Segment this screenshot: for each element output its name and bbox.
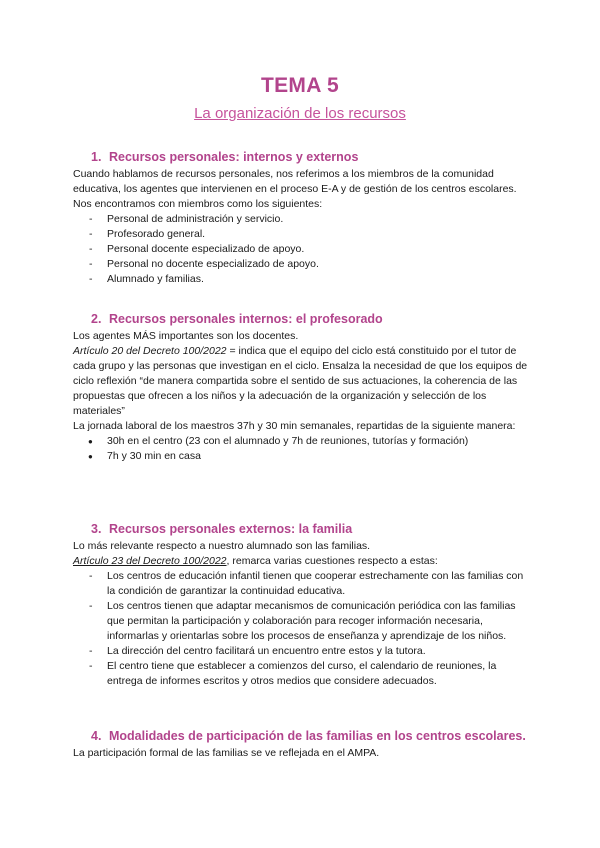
list-item: - Los centros tienen que adaptar mecanismos de comunicación periódica con las familias que permitan la participación y colaboración para recoger información necesaria, informarlas y orientarlas sobre los procesos de enseñanza y aprendizaje de los niños.	[73, 599, 528, 644]
list-item: - La dirección del centro facilitará un encuentro entre estos y la tutora.	[73, 644, 528, 659]
list-item: - Personal no docente especializado de apoyo.	[73, 257, 528, 272]
section-3-heading: 3. Recursos personales externos: la familia	[91, 522, 353, 536]
section-1-intro: Cuando hablamos de recursos personales, nos referimos a los miembros de la comunidad educativa, los agentes que intervienen en el proceso E-A y de gestión de los centros escolares. Nos encontramos con miembros como los siguientes:	[73, 168, 517, 210]
section-2	[73, 311, 528, 464]
section-3	[73, 521, 528, 689]
list-item: - Personal docente especializado de apoyo.	[73, 242, 528, 257]
section-4	[73, 728, 528, 761]
section-4-p1: La participación formal de las familias se ve reflejada en el AMPA.	[73, 747, 380, 759]
section-2-heading: 2. Recursos personales internos: el profesorado	[91, 312, 383, 326]
decree-reference: Artículo 23 del Decreto 100/2022	[73, 555, 227, 567]
page-title: TEMA 5	[260, 74, 340, 97]
section-1-list	[73, 212, 528, 287]
section-2-p1: Los agentes MÁS importantes son los docentes.	[73, 330, 299, 342]
list-item: - Los centros de educación infantil tienen que cooperar estrechamente con las familias con la condición de garantizar la continuidad educativa.	[73, 569, 528, 599]
list-item: - Personal de administración y servicio.	[73, 212, 528, 227]
section-2-list	[73, 434, 528, 464]
list-item: ● 7h y 30 min en casa	[73, 449, 528, 464]
section-3-list	[73, 569, 528, 689]
list-item: - Profesorado general.	[73, 227, 528, 242]
page-subtitle: La organización de los recursos	[194, 105, 406, 122]
section-1	[73, 149, 528, 287]
section-3-p2: Artículo 23 del Decreto 100/2022, remarca varias cuestiones respecto a estas:	[73, 555, 438, 567]
section-3-p1: Lo más relevante respecto a nuestro alumnado son las familias.	[73, 540, 371, 552]
section-2-p2: Artículo 20 del Decreto 100/2022 = indica que el equipo del ciclo está constituido por el tutor de cada grupo y las personas que investigan en el ciclo. Ensalza la necesidad de que los equipos de ciclo reflexión “de manera compartida sobre el sentido de sus actuaciones, la coherencia de las propuestas que ofrecen a los niños y la adecuación de la organización y selección de los materiales”	[73, 345, 528, 417]
list-item: - El centro tiene que establecer a comienzos del curso, el calendario de reuniones, la entrega de informes escritos y otros medios que considere adecuados.	[73, 659, 528, 689]
section-4-heading: 4. Modalidades de participación de las familias en los centros escolares.	[91, 729, 526, 743]
section-2-p3: La jornada laboral de los maestros 37h y 30 min semanales, repartidas de la siguiente manera:	[73, 420, 516, 432]
section-1-heading: 1. Recursos personales: internos y externos	[91, 150, 359, 164]
decree-reference: Artículo 20 del Decreto 100/2022	[73, 345, 227, 357]
list-item: - Alumnado y familias.	[73, 272, 528, 287]
list-item: ● 30h en el centro (23 con el alumnado y 7h de reuniones, tutorías y formación)	[73, 434, 528, 449]
